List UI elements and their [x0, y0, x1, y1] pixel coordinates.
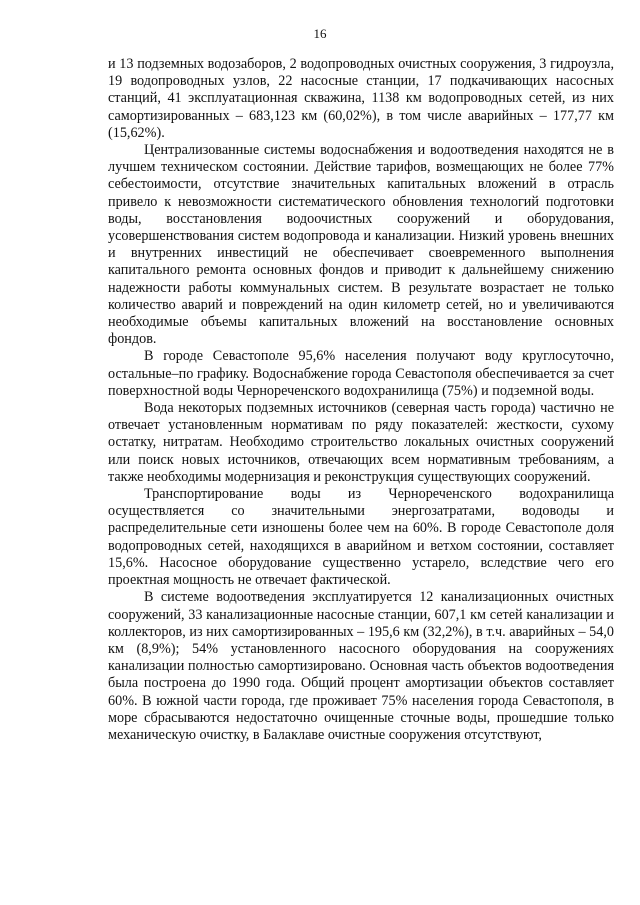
paragraph-3: В городе Севастополе 95,6% населения получают воду круглосуточно, остальные–по графику. Водоснабжение города Севастополя обеспечивается за счет поверхностной воды Чернореченского водохранилища (75%) и подземной воды. [108, 348, 614, 399]
paragraph-4: Вода некоторых подземных источников (северная часть города) частично не отвечает установленным нормативам по ряду показателей: жесткости, сухому остатку, нитратам. Необходимо строительство локальных очистных сооружений или поиск новых источников, отвечающих всем нормативным требованиям, а также необходимы модернизация и реконструкция существующих сооружений. [108, 400, 614, 485]
paragraph-6: В системе водоотведения эксплуатируется 12 канализационных очистных сооружений, 33 канализационные насосные станции, 607,1 км сетей канализации и коллекторов, из них самортизированных – 195,6 км (32,2%), в т.ч. аварийных – 54,0 км (8,9%); 54% установленного насосного оборудования на сооружениях канализации полностью самортизировано. Основная часть объектов водоотведения была построена до 1990 года. Общий процент амортизации объектов составляет 60%. В южной части города, где проживает 75% населения города Севастополя, в море сбрасываются недостаточно очищенные сточные воды, прошедшие только механическую очистку, в Балаклаве очистные сооружения отсутствуют, [108, 589, 614, 743]
page-number: 16 [313, 26, 327, 41]
body-text [108, 56, 614, 744]
paragraph-1: и 13 подземных водозаборов, 2 водопроводных очистных сооружения, 3 гидроузла, 19 водопроводных узлов, 22 насосные станции, 17 подкачивающих насосных станций, 41 эксплуатационная скважина, 1138 км водопроводных сетей, из них самортизированных – 683,123 км (60,02%), в том числе аварийных – 177,77 км (15,62%). [108, 56, 614, 141]
paragraph-2: Централизованные системы водоснабжения и водоотведения находятся не в лучшем техническом состоянии. Действие тарифов, возмещающих не более 77% себестоимости, отсутствие значительных капитальных вложений в отрасль привело к невозможности систематического обновления технологий подготовки воды, восстановления водоочистных сооружений и оборудования, усовершенствования систем водопровода и канализации. Низкий уровень внешних и внутренних инвестиций не обеспечивает своевременного выполнения капитального ремонта основных фондов и приводит к дальнейшему снижению надежности работы коммунальных систем. В результате возрастает не только количество аварий и повреждений на один километр сетей, но и увеличиваются необходимые объемы капитальных вложений на восстановление основных фондов. [108, 142, 614, 348]
paragraph-5: Транспортирование воды из Чернореченского водохранилища осуществляется со значительными энергозатратами, водоводы и распределительные сети изношены более чем на 60%. В городе Севастополе доля водопроводных сетей, находящихся в аварийном и ветхом состоянии, составляет 15,6%. Насосное оборудование существенно устарело, вследствие чего его проектная мощность не отвечает фактической. [108, 486, 614, 589]
